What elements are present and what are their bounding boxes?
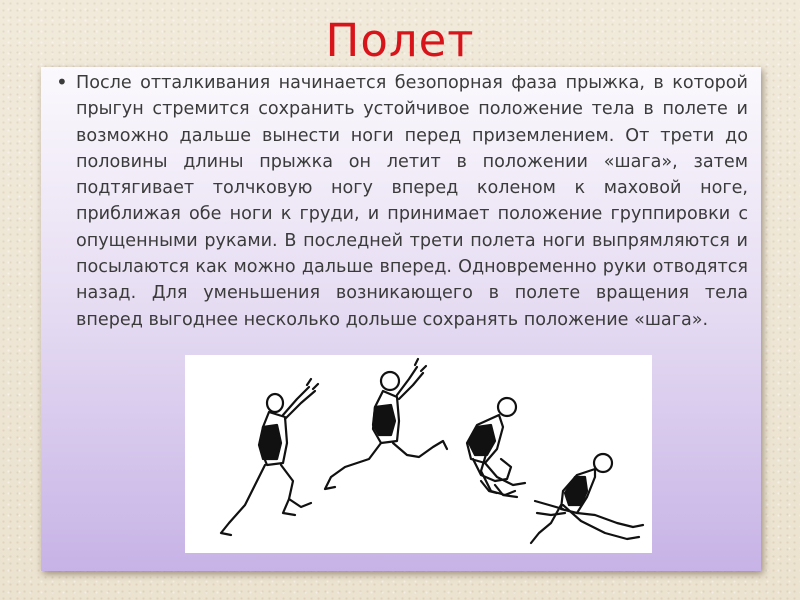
body-text: После отталкивания начинается безопорная фаза прыжка, в которой прыгун стремится сохранить устойчивое положение тела в полете и возможно дальше вынести ноги перед приземлением. От трети до половины длины прыжка он летит в положении «шага», затем подтягивает толчковую ногу вперед коленом к маховой ноге, приближая обе ноги к груди, и принимает положение группировки с опущенными руками. В последней трети полета ноги выпрямляются и посылаются как можно дальше вперед. Одновременно руки отводятся назад. Для уменьшения возникающего в полете вращения тела вперед выгоднее несколько дольше сохранять положение «шага».	[76, 73, 748, 330]
jumper-figure-1	[221, 379, 318, 535]
jumper-figure-3	[467, 398, 525, 497]
long-jump-illustration	[185, 355, 652, 553]
long-jump-sketch	[185, 355, 652, 553]
slide-title: Полет	[325, 14, 475, 67]
jumper-figure-2	[325, 359, 447, 489]
jumper-figure-4	[531, 454, 643, 543]
bullet-marker: •	[56, 70, 68, 94]
